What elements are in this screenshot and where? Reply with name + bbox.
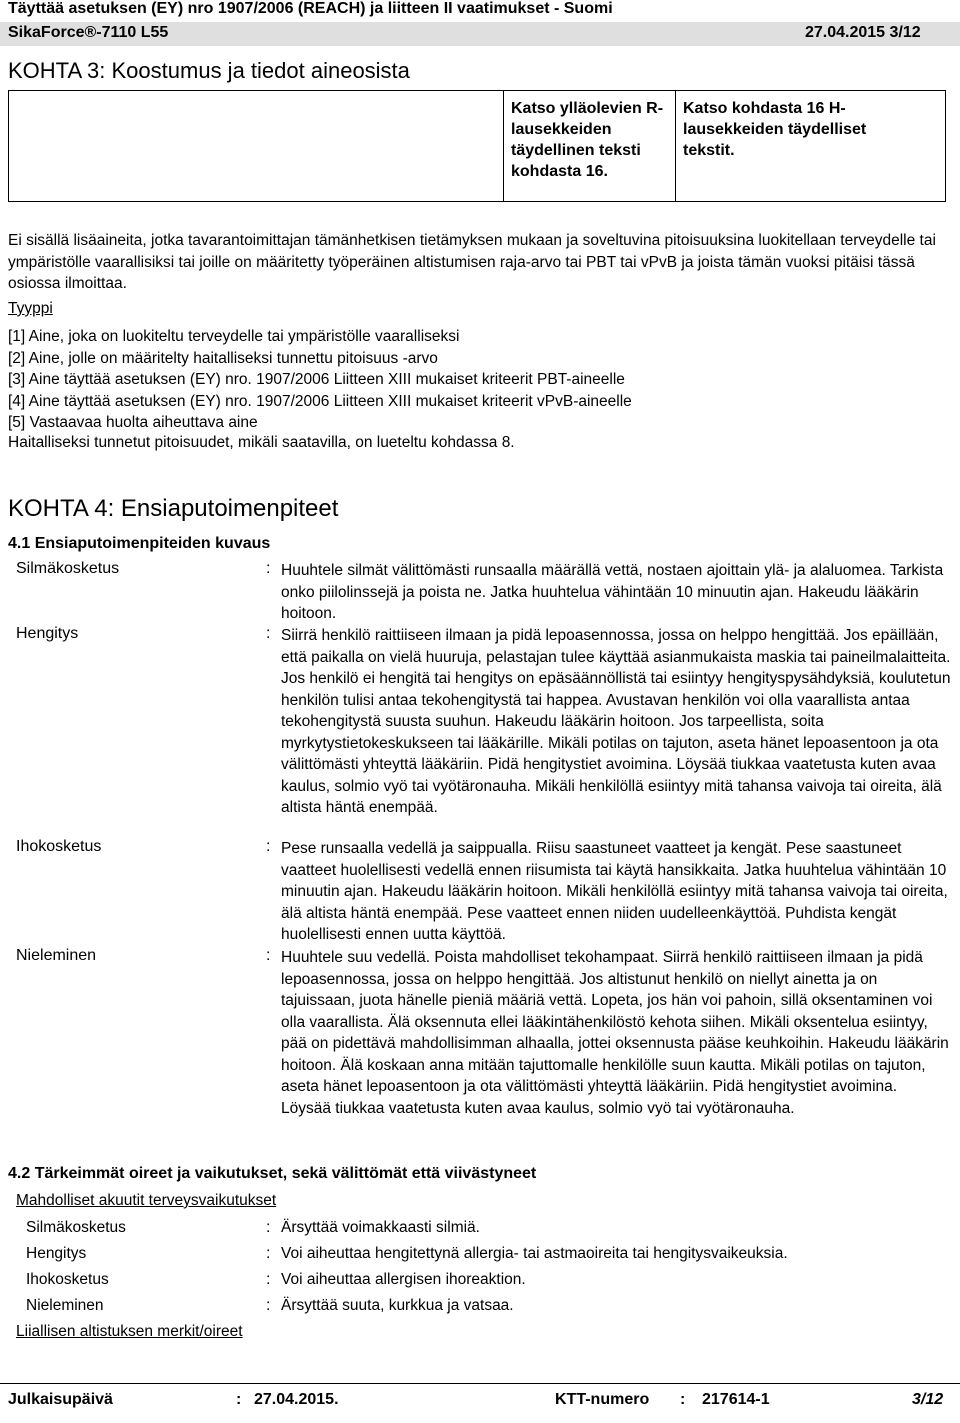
- effect-skin-text: Voi aiheuttaa allergisen ihoreaktion.: [281, 1271, 526, 1288]
- ingestion-label: Nieleminen: [16, 947, 97, 964]
- regulation-header: Täyttää asetuksen (EY) nro 1907/2006 (REACH) ja liitteen II vaatimukset - Suomi: [8, 0, 613, 17]
- ktt-number-value: 217614-1: [702, 1391, 770, 1408]
- effect-ingestion-text: Ärsyttää suuta, kurkkua ja vatsaa.: [281, 1297, 514, 1314]
- page-number: 3/12: [912, 1391, 944, 1408]
- list-item: [2] Aine, jolle on määritelty haitalliseksi tunnettu pitoisuus -arvo: [8, 349, 438, 367]
- date-page: 27.04.2015 3/12: [805, 24, 921, 41]
- issue-date-value: 27.04.2015.: [254, 1391, 339, 1408]
- list-item: [4] Aine täyttää asetuksen (EY) nro. 1907/2006 Liitteen XIII mukaiset kriteerit vPvB-aineelle: [8, 392, 632, 410]
- no-additives-note: Ei sisällä lisäaineita, jotka tavarantoimittajan tämänhetkisen tietämyksen mukaan ja soveltuvina pitoisuuksina luokitellaan terveydelle tai ympäristölle vaarallisiksi tai joille on määritetty työperäinen altistumisen raja-arvo tai PBT tai vPvB ja joista tämän vuoksi pitäisi tässä osiossa ilmoittaa.: [8, 232, 936, 292]
- overexposure-title: Liiallisen altistuksen merkit/oireet: [16, 1323, 243, 1340]
- colon: :: [266, 1219, 271, 1236]
- product-name: SikaForce®-7110 L55: [8, 24, 169, 41]
- colon: :: [266, 560, 271, 577]
- ingestion-text: Huuhtele suu vedellä. Poista mahdolliset tekohampaat. Siirrä henkilö raittiiseen ilmaan ja pidä lepoasennossa, jossa on helppo hengittää. Jos altistunut henkilö on niellyt ainetta ja on tajuissaan, juota hänelle pieniä määriä vettä. Lopeta, jos hän voi pahoin, sillä oksentaminen voi olla vaarallista. Älä oksennuta ellei lääkintähenkilöstö kehota siihen. Mikäli oksentelua esiintyy, pää on pidettävä mahdollisimman alhaalla, jottei oksennusta pääse keuhkoihin. Hakeudu lääkärin hoitoon. Älä koskaan anna mitään tajuttomalle henkilölle suun kautta. Mikäli potilas on tajuton, aseta hänet lepoasentoon ja ota välittömästi yhteyttä lääkäriin. Pidä hengitystiet avoimina. Löysää tiukkaa vaatetusta kuten avaa kaulus, solmio vyö tai vyötäronauha.: [281, 949, 949, 1117]
- acute-effects-title: Mahdolliset akuutit terveysvaikutukset: [16, 1192, 277, 1209]
- type-label: Tyyppi: [8, 300, 53, 317]
- section3-title: KOHTA 3: Koostumus ja tiedot aineosista: [8, 58, 410, 83]
- table-divider: [675, 91, 676, 201]
- inhalation-label: Hengitys: [16, 625, 79, 642]
- skin-contact-label: Ihokosketus: [16, 838, 102, 855]
- inhalation-text: Siirrä henkilö raittiiseen ilmaan ja pidä lepoasennossa, jossa on helppo hengittää. Jos epäillään, että paikalla on vielä huuruja, pelastajan tulee käyttää asianmukaista maskia tai paineilmalaitteita. Jos henkilö ei hengitä tai hengitys on epäsäännöllistä tai esiintyy hengityspysähdyksiä, koulutetun henkilön tulisi antaa tekohengitystä tai happea. Avustavan henkilön voi olla vaarallista antaa tekohengitystä suusta suuhun. Hakeudu lääkärin hoitoon. Jos tarpeellista, soita myrkytystietokeskukseen tai lääkärille. Mikäli potilas on tajuton, aseta hänet lepoasentoon ja ota välittömästi yhteyttä lääkäriin. Pidä hengitystiet avoimina. Löysää tiukkaa vaatetusta kuten avaa kaulus, solmio vyö tai vyötäronauha. Mikäli henkilöllä esiintyy mitä tahansa vaivoja tai oireita, älä altista häntä enempää.: [281, 627, 951, 816]
- colon: :: [680, 1391, 686, 1408]
- subsection-4-1-title: 4.1 Ensiaputoimenpiteiden kuvaus: [8, 535, 271, 552]
- colon: :: [266, 1271, 271, 1288]
- list-item: [5] Vastaavaa huolta aiheuttava aine: [8, 414, 258, 431]
- colon: :: [266, 947, 271, 964]
- effect-inhalation-label: Hengitys: [26, 1245, 87, 1262]
- effect-eye-text: Ärsyttää voimakkaasti silmiä.: [281, 1219, 480, 1236]
- r-phrases-note: Katso ylläolevien R-lausekkeiden täydellinen teksti kohdasta 16.: [511, 100, 664, 180]
- type-list: [8, 326, 948, 434]
- list-item: [1] Aine, joka on luokiteltu terveydelle tai ympäristölle vaaralliseksi: [8, 328, 460, 345]
- h-phrases-note: Katso kohdasta 16 H-lausekkeiden täydelliset tekstit.: [683, 100, 867, 159]
- colon: :: [236, 1391, 242, 1408]
- colon: :: [266, 838, 271, 855]
- composition-table: [8, 90, 946, 202]
- colon: :: [266, 1245, 271, 1262]
- section3-heading: [0, 52, 960, 90]
- section4-heading: [0, 492, 960, 528]
- skin-contact-text: Pese runsaalla vedellä ja saippualla. Riisu saastuneet vaatteet ja kengät. Pese saastuneet vaatteet huolellisesti vedellä ennen riisumista tai käytä hansikkaita. Jatka huuhtelua vähintään 10 minuutin ajan. Hakeudu lääkärin hoitoon. Mikäli henkilöllä esiintyy mitä tahansa vaivoja tai oireita, älä altista häntä enempää. Pese vaatteet ennen niiden uudelleenkäyttöä. Puhdista kengät huolellisesti ennen uutta käyttöä.: [281, 840, 948, 943]
- table-divider: [503, 91, 504, 201]
- issue-date-label: Julkaisupäivä: [8, 1391, 113, 1408]
- effect-skin-label: Ihokosketus: [26, 1271, 109, 1288]
- effect-ingestion-label: Nieleminen: [26, 1297, 104, 1314]
- hazardous-note: Haitalliseksi tunnetut pitoisuudet, mikäli saatavilla, on lueteltu kohdassa 8.: [8, 434, 515, 451]
- colon: :: [266, 625, 271, 642]
- ktt-number-label: KTT-numero: [555, 1391, 650, 1408]
- subsection-4-2-title: 4.2 Tärkeimmät oireet ja vaikutukset, sekä välittömät että viivästyneet: [8, 1165, 537, 1182]
- colon: :: [266, 1297, 271, 1314]
- effect-inhalation-text: Voi aiheuttaa hengitettynä allergia- tai astmaoireita tai hengitysvaikeuksia.: [281, 1245, 788, 1262]
- eye-contact-text: Huuhtele silmät välittömästi runsaalla määrällä vettä, nostaen ajoittain ylä- ja alaluomea. Tarkista onko piilolinssejä ja poista ne. Jatka huuhtelua vähintään 10 minuutin ajan. Hakeudu lääkärin hoitoon.: [281, 562, 944, 622]
- eye-contact-label: Silmäkosketus: [16, 560, 120, 577]
- footer-divider: [0, 1383, 960, 1384]
- product-bar: [0, 22, 960, 46]
- effect-eye-label: Silmäkosketus: [26, 1219, 126, 1236]
- list-item: [3] Aine täyttää asetuksen (EY) nro. 1907/2006 Liitteen XIII mukaiset kriteerit PBT-aineelle: [8, 371, 625, 388]
- section4-title: KOHTA 4: Ensiaputoimenpiteet: [8, 495, 339, 522]
